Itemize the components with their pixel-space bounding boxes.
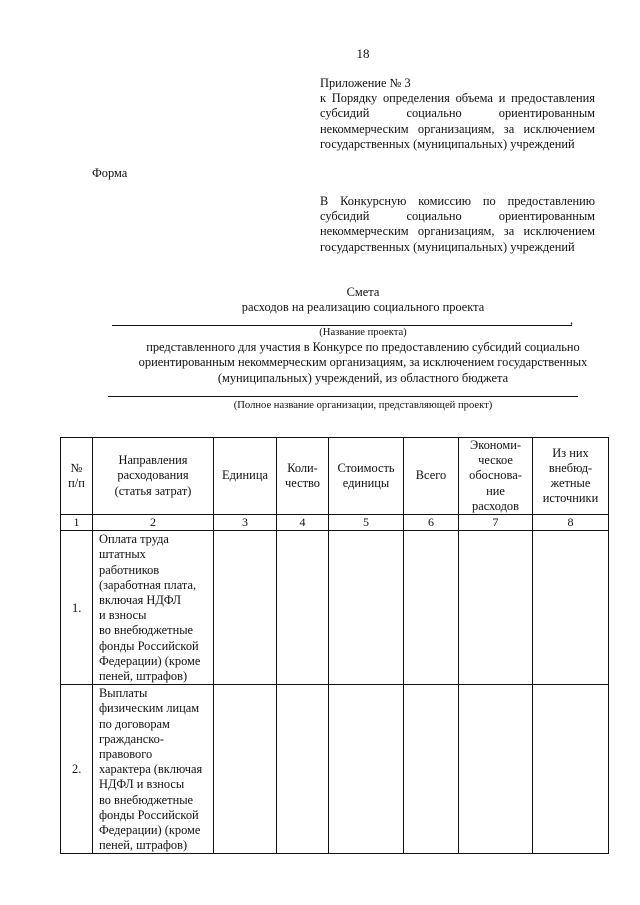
addressee-line: В Конкурсную комиссию по предоставлению [320,194,595,208]
column-number: 6 [404,515,459,531]
body-line: (муниципальных) учреждений, из областного бюджета [217,370,509,385]
column-number: 7 [459,515,533,531]
cell-justification[interactable] [459,685,533,854]
appendix-line: некоммерческим организациям, за исключением [320,121,595,136]
header-justification: Экономи- ческое обоснова- ние расходов [459,438,533,515]
cell-unit-cost[interactable] [329,531,404,685]
header-unit: Единица [214,438,277,515]
header-direction: Направления расходования (статья затрат) [93,438,214,515]
header-quantity: Коли- чество [277,438,329,515]
appendix-line: к Порядку определения объема и предоставления [320,91,595,106]
estimate-title: Смета [346,285,380,299]
addressee-line: субсидий социально ориентированным [320,209,595,224]
form-label: Форма [92,166,128,180]
cell-total[interactable] [404,685,459,854]
addressee-line: государственных (муниципальных) учреждений [320,239,575,254]
organization-name-line [108,396,578,397]
table-row [61,531,609,685]
estimate-table [60,437,609,854]
column-number-row [61,515,609,531]
organization-caption: (Полное название организации, представляющей проект) [233,400,493,411]
table-row [61,685,609,854]
cell-extrabudgetary[interactable] [533,685,609,854]
header-total: Всего [404,438,459,515]
cell-quantity[interactable] [277,685,329,854]
column-number: 4 [277,515,329,531]
header-extrabudgetary: Из них внебюд- жетные источники [533,438,609,515]
appendix-line: государственных (муниципальных) учреждений [320,136,575,151]
column-number: 1 [61,515,93,531]
cell-unit[interactable] [214,531,277,685]
cell-quantity[interactable] [277,531,329,685]
cell-unit-cost[interactable] [329,685,404,854]
page-number: 18 [356,46,370,61]
header-number: № п/п [61,438,93,515]
cell-unit[interactable] [214,685,277,854]
estimate-subtitle: расходов на реализацию социального проекта [241,300,485,314]
row-number: 2. [61,685,93,854]
column-number: 8 [533,515,609,531]
project-line-comma: , [570,313,574,327]
appendix-line: субсидий социально ориентированным [320,106,595,121]
estimate-body [0,340,640,386]
row-expense-item: Выплаты физическим лицам по договорам гражданско- правового характера (включая НДФЛ и взносы во внебюджетные фонды Российской Федерации) (кроме пеней, штрафов) [93,685,214,854]
table-header-row [61,438,609,515]
body-line: ориентированным некоммерческим организациям, за исключением государственных [138,355,588,370]
appendix-block [320,76,595,152]
column-number: 5 [329,515,404,531]
column-number: 2 [93,515,214,531]
header-unit-cost: Стоимость единицы [329,438,404,515]
addressee-block [320,194,595,255]
addressee-line: некоммерческим организациям, за исключением [320,224,595,239]
row-expense-item: Оплата труда штатных работников (заработная плата, включая НДФЛ и взносы во внебюджетные фонды Российской Федерации) (кроме пеней, штрафов) [93,531,214,685]
cell-total[interactable] [404,531,459,685]
row-number: 1. [61,531,93,685]
project-name-caption: (Название проекта) [319,327,407,338]
column-number: 3 [214,515,277,531]
project-name-line [112,325,572,326]
cell-justification[interactable] [459,531,533,685]
cell-extrabudgetary[interactable] [533,531,609,685]
appendix-title: Приложение № 3 [320,76,411,90]
body-line: представленного для участия в Конкурсе по предоставлению субсидий социально [146,340,580,354]
